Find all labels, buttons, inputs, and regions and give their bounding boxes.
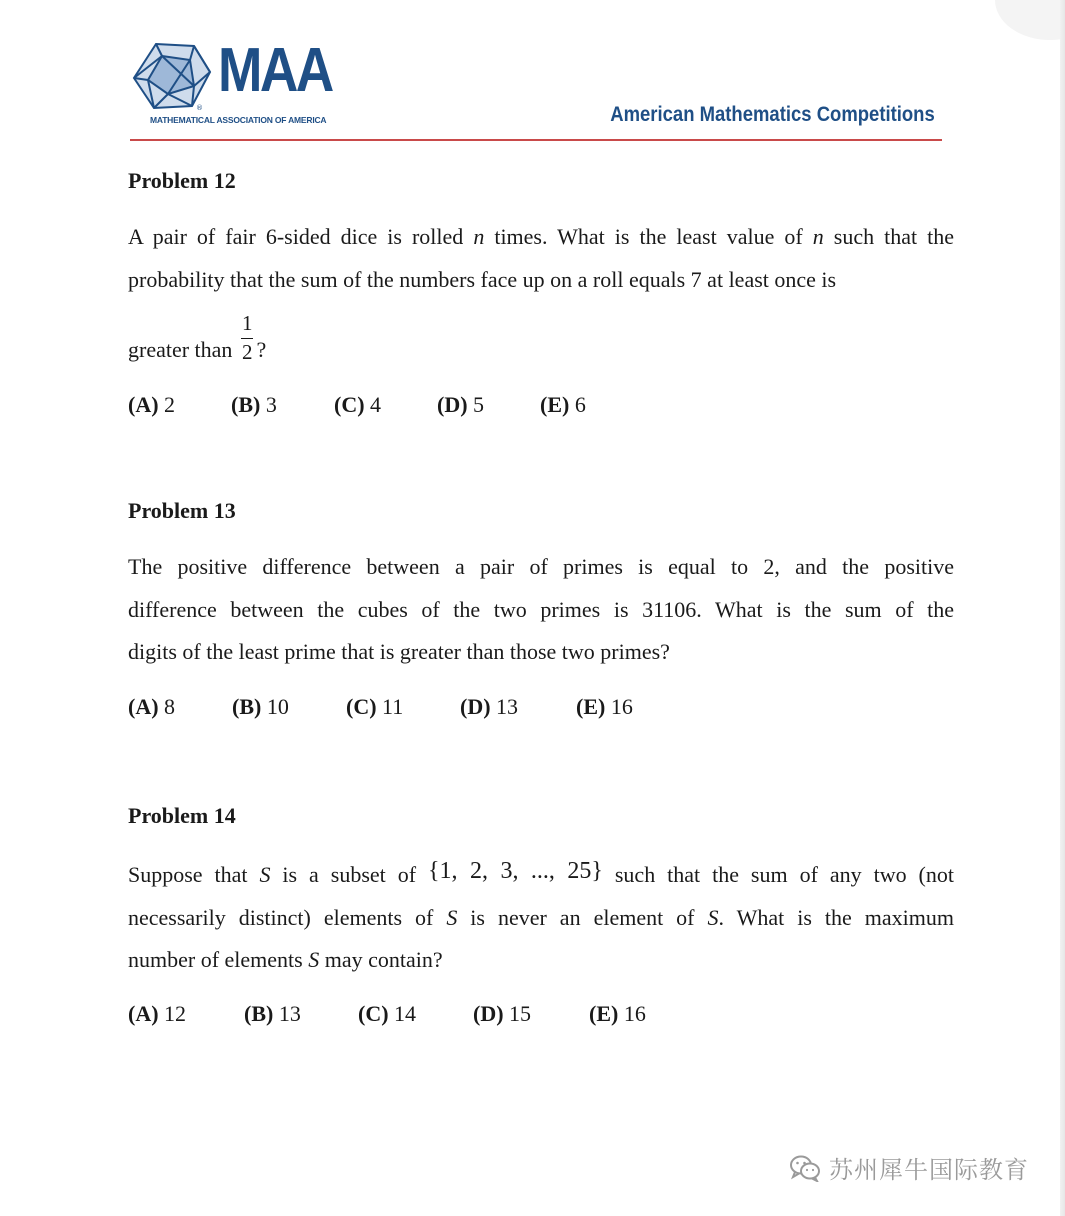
variable-s: S xyxy=(259,862,271,887)
choice-d[interactable]: (D) 15 xyxy=(473,1001,532,1026)
choice-e[interactable]: (E) 16 xyxy=(576,694,633,719)
logo-subtitle: MATHEMATICAL ASSOCIATION OF AMERICA xyxy=(150,115,327,125)
choice-c[interactable]: (C) 14 xyxy=(358,1001,417,1026)
header-divider xyxy=(130,139,942,141)
problem-13-line-2: difference between the cubes of the two primes is 31106. What is the sum of the xyxy=(128,596,954,622)
set-1-to-25: {1, 2, 3, ..., 25} xyxy=(428,858,603,884)
choice-e[interactable]: (E) 6 xyxy=(540,392,586,417)
icosahedron-icon xyxy=(132,42,212,112)
problem-12-title: Problem 12 xyxy=(128,168,236,193)
problem-14-line-3: number of elements S may contain? xyxy=(128,947,443,972)
fraction-one-half: $\frac{1}{2}$ xyxy=(241,311,253,364)
problem-13-title: Problem 13 xyxy=(128,498,236,523)
wechat-watermark xyxy=(789,1150,1029,1185)
variable-s: S xyxy=(446,904,458,930)
logo-wordmark: MAA xyxy=(218,36,332,105)
choice-a[interactable]: (A) 8 xyxy=(128,694,176,719)
problem-14-statement xyxy=(128,854,954,982)
watermark-text: 苏州犀牛国际教育 xyxy=(829,1156,1029,1184)
page-edge-shadow xyxy=(1060,0,1065,1216)
choice-e[interactable]: (E) 16 xyxy=(589,1001,646,1026)
problem-12-line-3: greater than $\frac{1}{2}$ ? xyxy=(128,311,267,364)
problem-14-choices xyxy=(128,1001,646,1027)
header-tagline: American Mathematics Competitions xyxy=(610,103,935,126)
problem-13-line-3: digits of the least prime that is greater than those two primes? xyxy=(128,639,670,664)
problem-12-line-1: A pair of fair 6-sided dice is rolled n times. What is the least value of n such that the xyxy=(128,224,954,249)
choice-c[interactable]: (C) 11 xyxy=(346,694,404,719)
problem-14-line-2: necessarily distinct) elements of S is never an element of S. What is the maximum xyxy=(128,904,954,930)
wechat-icon xyxy=(789,1154,821,1182)
variable-s: S xyxy=(308,947,320,972)
choice-a[interactable]: (A) 12 xyxy=(128,1001,187,1026)
choice-b[interactable]: (B) 13 xyxy=(244,1001,301,1026)
variable-n: n xyxy=(473,224,485,249)
choice-b[interactable]: (B) 3 xyxy=(231,392,277,417)
choice-d[interactable]: (D) 5 xyxy=(437,392,485,417)
choice-d[interactable]: (D) 13 xyxy=(460,694,519,719)
problem-12-statement xyxy=(128,216,954,377)
maa-logo xyxy=(132,36,337,128)
problem-13-choices xyxy=(128,694,633,720)
problem-12-line-2: probability that the sum of the numbers face up on a roll equals 7 at least once is xyxy=(128,266,837,292)
choice-b[interactable]: (B) 10 xyxy=(232,694,289,719)
problem-13-statement xyxy=(128,546,954,674)
choice-a[interactable]: (A) 2 xyxy=(128,392,176,417)
svg-text:®: ® xyxy=(196,104,203,112)
problem-14-title: Problem 14 xyxy=(128,803,236,828)
problem-14-line-1: Suppose that S is a subset of {1, 2, 3, ..., 25} such that the sum of any two (not xyxy=(128,858,954,887)
variable-n: n xyxy=(812,224,824,249)
choice-c[interactable]: (C) 4 xyxy=(334,392,382,417)
variable-s: S xyxy=(707,904,719,930)
problem-12-choices xyxy=(128,392,586,418)
problem-13-line-1: The positive difference between a pair of primes is equal to 2, and the positive xyxy=(128,554,954,579)
